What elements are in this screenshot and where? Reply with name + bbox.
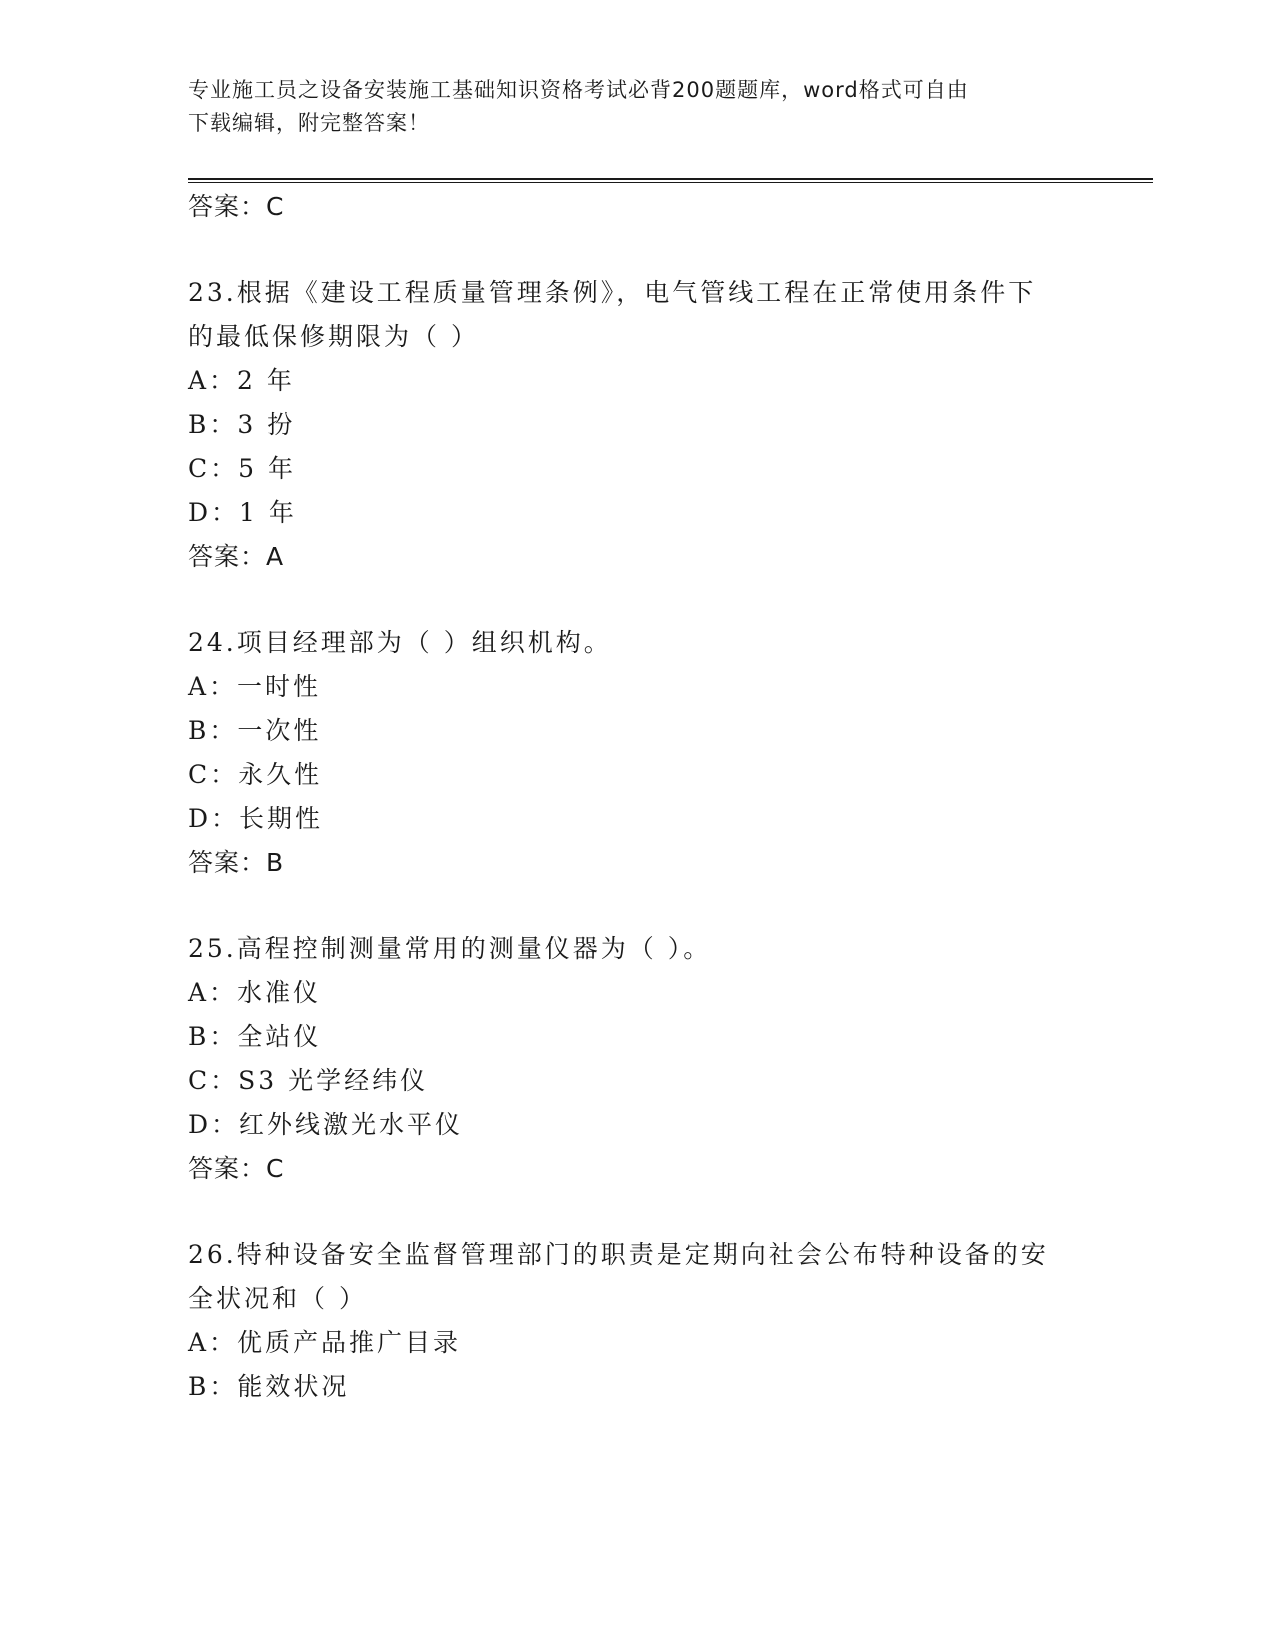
question-25-option-b: B：全站仪 xyxy=(188,1022,322,1051)
question-23-answer: 答案：A xyxy=(188,542,285,571)
question-23-option-d: D：1 年 xyxy=(188,498,297,527)
question-23-text-line-1: 23.根据《建设工程质量管理条例》，电气管线工程在正常使用条件下 xyxy=(188,278,1037,307)
page-header xyxy=(188,74,1088,140)
question-24-option-d: D：长期性 xyxy=(188,804,324,833)
answer-previous: 答案：C xyxy=(188,192,285,221)
question-24-option-b: B：一次性 xyxy=(188,716,322,745)
question-25-option-a: A：水准仪 xyxy=(188,978,322,1007)
question-24-text: 24.项目经理部为（ ）组织机构。 xyxy=(188,628,612,657)
question-25-text: 25.高程控制测量常用的测量仪器为（ ）。 xyxy=(188,934,712,963)
header-divider xyxy=(188,178,1153,183)
question-23-option-a: A：2 年 xyxy=(188,366,295,395)
question-26-option-b: B：能效状况 xyxy=(188,1372,350,1401)
question-25-option-c: C：S3 光学经纬仪 xyxy=(188,1066,429,1095)
question-24-option-a: A：一时性 xyxy=(188,672,322,701)
question-25-answer: 答案：C xyxy=(188,1154,285,1183)
question-24-answer: 答案：B xyxy=(188,848,285,877)
question-26-option-a: A：优质产品推广目录 xyxy=(188,1328,462,1357)
question-23-text-line-2: 的最低保修期限为（ ） xyxy=(188,322,479,351)
question-24-option-c: C：永久性 xyxy=(188,760,323,789)
question-23-option-b: B：3 扮 xyxy=(188,410,296,439)
question-23-option-c: C：5 年 xyxy=(188,454,296,483)
question-25-option-d: D：红外线激光水平仪 xyxy=(188,1110,464,1139)
question-26-text-line-2: 全状况和（ ） xyxy=(188,1284,367,1313)
header-line-2: 下载编辑，附完整答案！ xyxy=(188,111,430,135)
header-line-1: 专业施工员之设备安装施工基础知识资格考试必背200题题库，word格式可自由 xyxy=(188,78,969,102)
question-26-text-line-1: 26.特种设备安全监督管理部门的职责是定期向社会公布特种设备的安 xyxy=(188,1240,1049,1269)
